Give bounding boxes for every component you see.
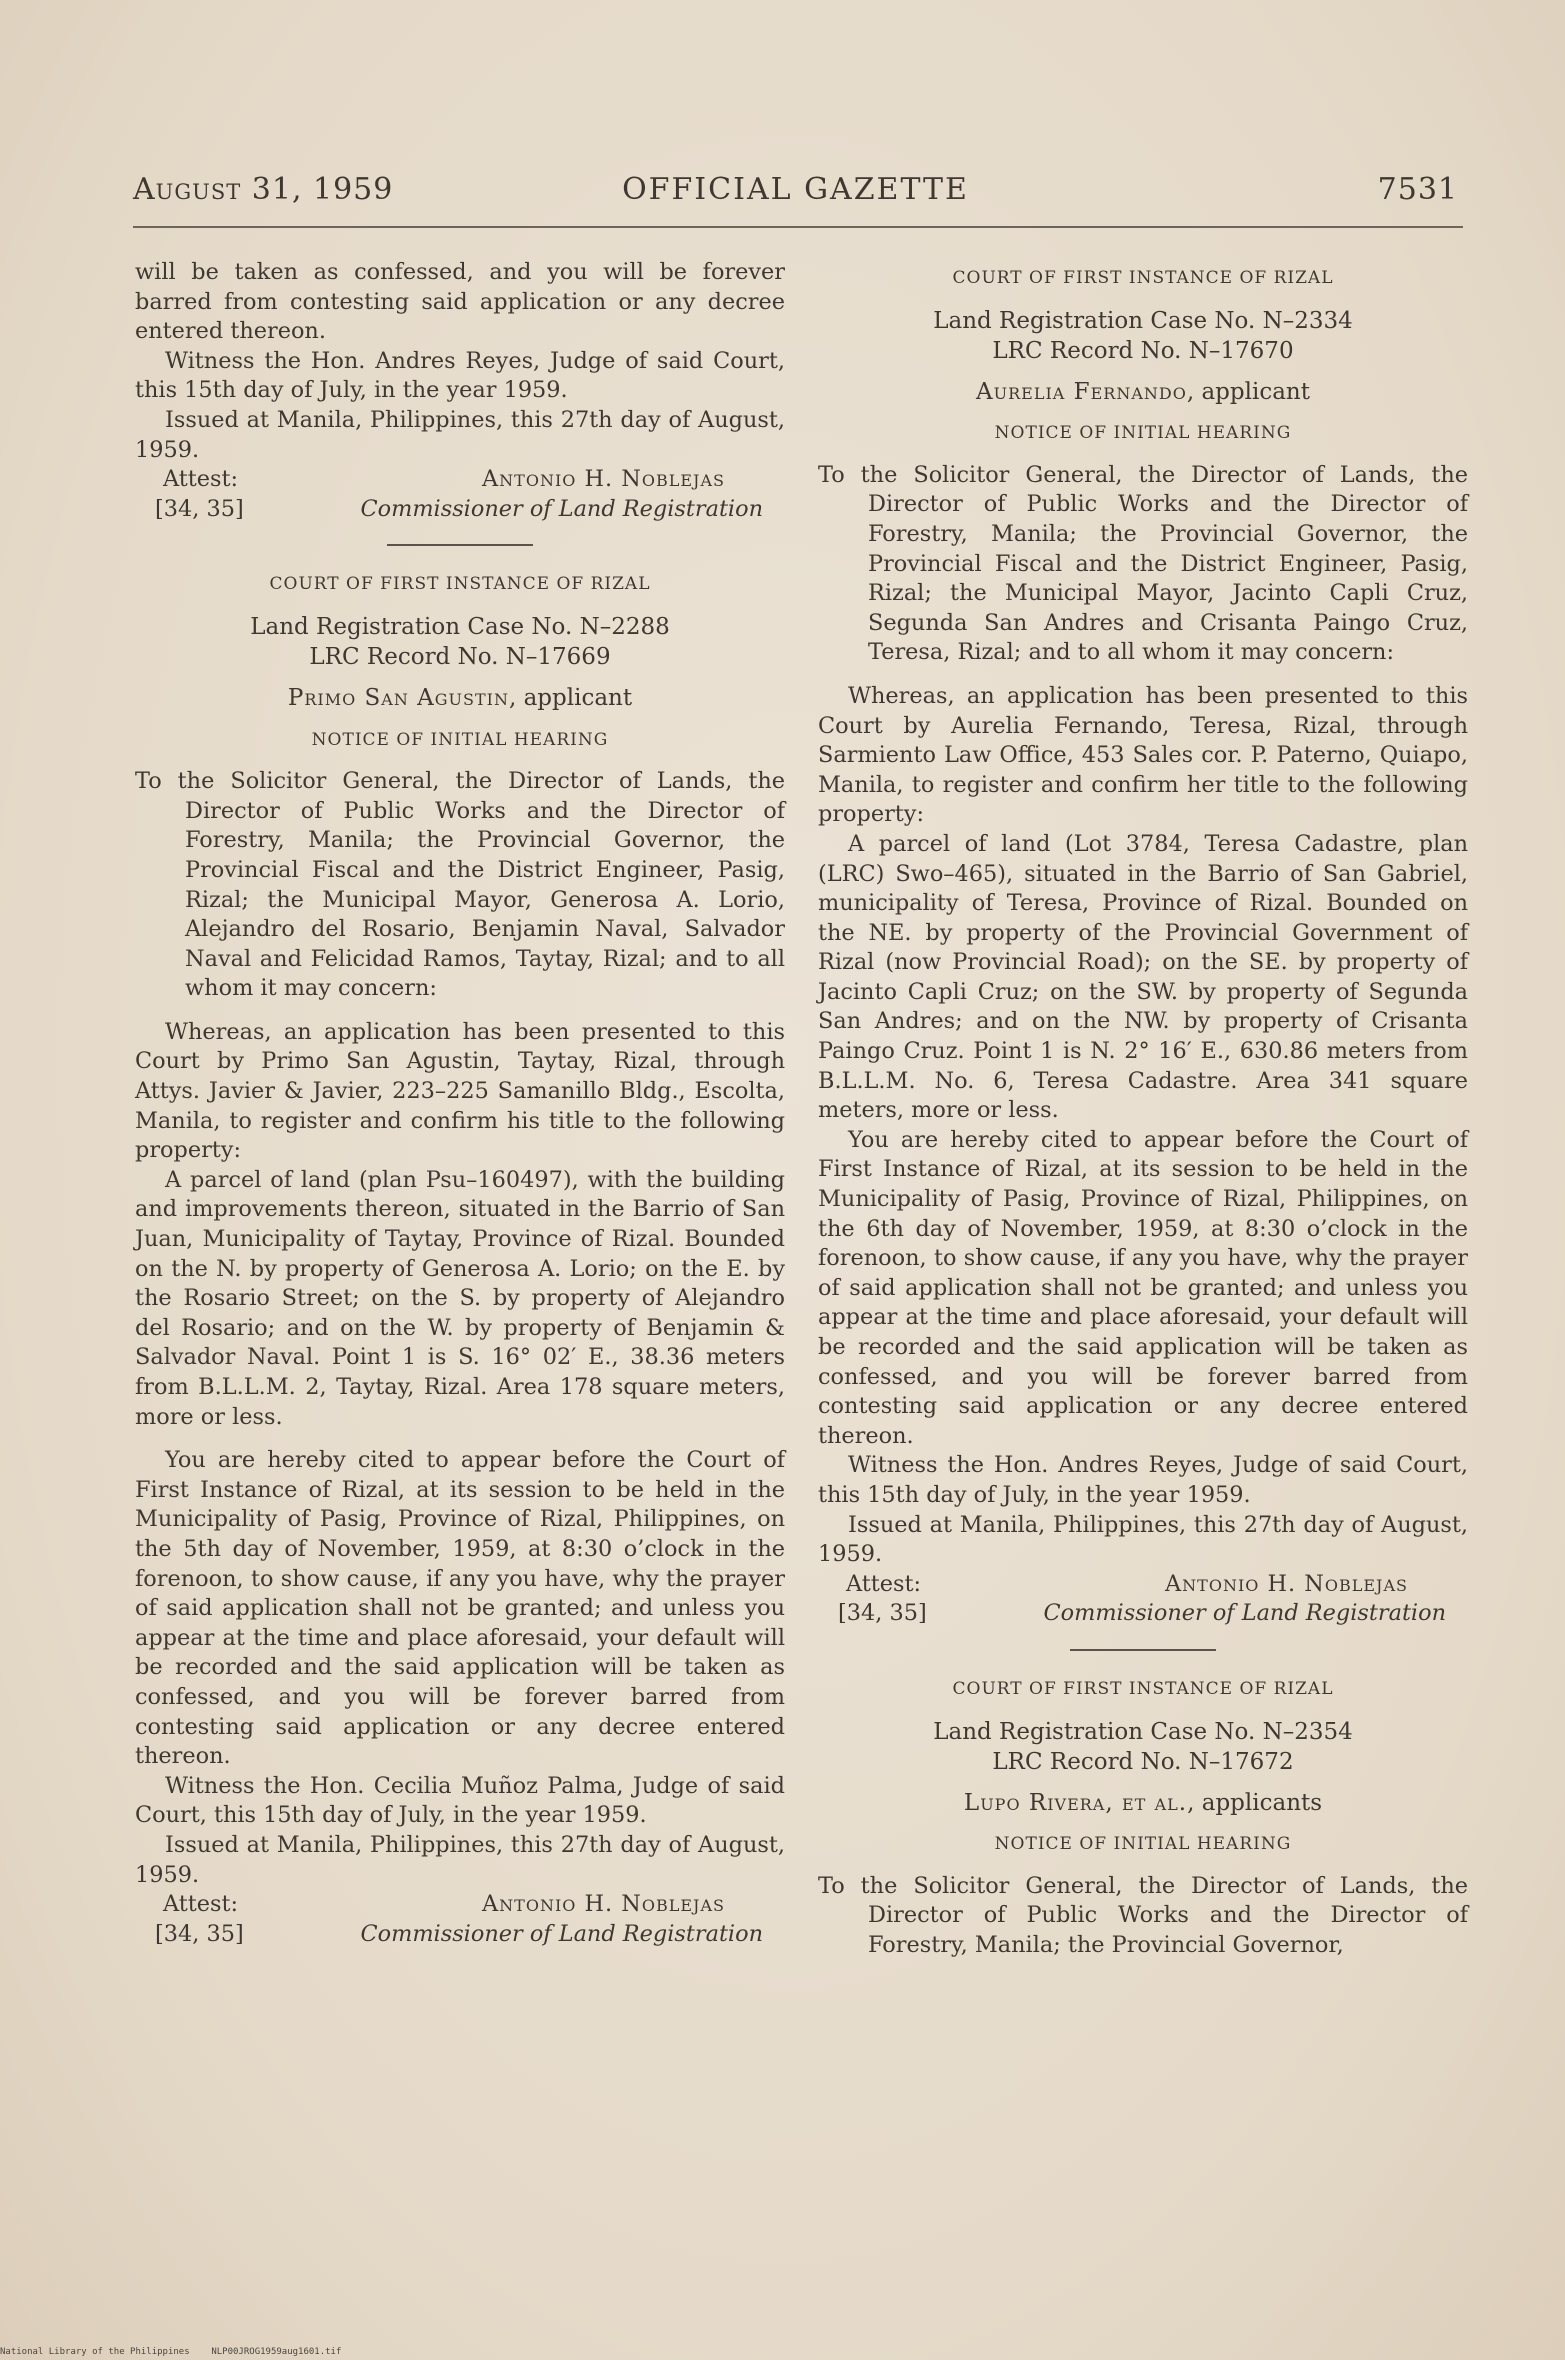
attest-title: Commissioner of Land Registration <box>360 1920 763 1947</box>
notice-n2354 <box>818 1675 1468 1961</box>
scan-footer <box>0 2347 341 2357</box>
attest-title-line <box>135 495 785 525</box>
applicant-suffix: , applicant <box>1186 378 1310 405</box>
applicant-name: Lupo Rivera, et al. <box>963 1789 1188 1816</box>
reference-number: [34, 35] <box>155 1920 244 1947</box>
court-heading: COURT OF FIRST INSTANCE OF RIZAL <box>952 268 1334 288</box>
court-heading: COURT OF FIRST INSTANCE OF RIZAL <box>269 574 651 595</box>
notice-n2288 <box>135 570 785 1949</box>
applicant-line <box>135 684 785 714</box>
footer-file: NLP00JROG1959aug1601.tif <box>211 2347 342 2357</box>
header-rule <box>133 226 1463 228</box>
cited-paragraph: You are hereby cited to appear before the Court of First Instance of Rizal, at its session to be held in the Municipality of Pasig, Province of Rizal, Philippines, on the 6th day of November, 1959, at 8:30 o’clock in the forenoon, to show cause, if any you have, why the prayer of said application shall not be granted; and unless you appear at the time and place aforesaid, your default will be recorded and the said application will be taken as confessed, and you will be forever barred from contesting said application or any decree entered thereon. <box>818 1126 1468 1449</box>
attest-title-line <box>818 1599 1468 1629</box>
notice-heading: NOTICE OF INITIAL HEARING <box>311 729 609 750</box>
address-paragraph: To the Solicitor General, the Director of Lands, the Director of Public Works and the Director of Forestry, Manila; the Provincial Governor, the Provincial Fiscal and the District Engineer, Pasig, Rizal; the Municipal Mayor, Jacinto Capli Cruz, Segunda San Andres and Crisanta Paingo Cruz, Teresa, Rizal; and to all whom it may concern: <box>818 461 1468 666</box>
attest-line <box>135 465 785 495</box>
publication-title: OFFICIAL GAZETTE <box>622 172 969 207</box>
reference-number: [34, 35] <box>155 495 244 522</box>
address-paragraph: To the Solicitor General, the Director of Lands, the Director of Public Works and the Director of Forestry, Manila; the Provincial Governor, <box>818 1872 1468 1958</box>
record-number: LRC Record No. N–17669 <box>309 643 611 670</box>
record-number: LRC Record No. N–17672 <box>992 1748 1294 1775</box>
notice-n2334 <box>818 264 1468 1651</box>
whereas-paragraph: Whereas, an application has been presented to this Court by Primo San Agustin, Taytay, Rizal, through Attys. Javier & Javier, 223–225 Samanillo Bldg., Escolta, Manila, to register and confirm his title to the following property: <box>135 1018 785 1164</box>
applicant-name: Primo San Agustin <box>287 684 509 711</box>
case-number: Land Registration Case No. N–2288 <box>250 613 670 640</box>
reference-number: [34, 35] <box>838 1600 927 1627</box>
notice-heading: NOTICE OF INITIAL HEARING <box>994 1834 1292 1855</box>
witness-paragraph: Witness the Hon. Andres Reyes, Judge of said Court, this 15th day of July, in the year 1959. <box>818 1452 1468 1508</box>
applicant-line <box>818 1789 1468 1819</box>
applicant-line <box>818 378 1468 408</box>
notice-heading: NOTICE OF INITIAL HEARING <box>994 423 1292 444</box>
case-number: Land Registration Case No. N–2354 <box>933 1718 1353 1745</box>
issued-paragraph: Issued at Manila, Philippines, this 27th day of August, 1959. <box>135 406 785 463</box>
attest-label: Attest: <box>163 466 239 493</box>
cited-paragraph: You are hereby cited to appear before the Court of First Instance of Rizal, at its session to be held in the Municipality of Pasig, Province of Rizal, Philippines, on the 5th day of November, 1959, at 8:30 o’clock in the forenoon, to show cause, if any you have, why the prayer of said application shall not be granted; and unless you appear at the time and place aforesaid, your default will be recorded and the said application will be taken as confessed, and you will be forever barred from contesting said application or any decree entered thereon. <box>135 1447 785 1770</box>
page-header <box>133 172 1458 216</box>
attest-name: Antonio H. Noblejas <box>482 1891 725 1918</box>
applicant-name: Aurelia Fernando <box>976 378 1187 405</box>
attest-title-line <box>135 1920 785 1950</box>
issued-paragraph: Issued at Manila, Philippines, this 27th day of August, 1959. <box>135 1831 785 1888</box>
attest-title: Commissioner of Land Registration <box>1043 1600 1446 1627</box>
record-number: LRC Record No. N–17670 <box>992 337 1294 364</box>
issue-date: August 31, 1959 <box>133 172 394 207</box>
attest-line <box>818 1570 1468 1600</box>
address-paragraph: To the Solicitor General, the Director of Lands, the Director of Public Works and the Director of Forestry, Manila; the Provincial Governor, the Provincial Fiscal and the District Engineer, Pasig, Rizal; the Municipal Mayor, Generosa A. Lorio, Alejandro del Rosario, Benjamin Naval, Salvador Naval and Felicidad Ramos, Taytay, Rizal; and to all whom it may concern: <box>135 768 785 1002</box>
parcel-paragraph: A parcel of land (Lot 3784, Teresa Cadastre, plan (LRC) Swo–465), situated in the Barrio of San Gabriel, municipality of Teresa, Province of Rizal. Bounded on the NE. by property of the Provincial Government of Rizal (now Provincial Road); on the SE. by property of Jacinto Capli Cruz; on the SW. by property of Segunda San Andres; and on the NW. by property of Crisanta Paingo Cruz. Point 1 is N. 2° 16′ E., 630.86 meters from B.L.L.M. No. 6, Teresa Cadastre. Area 341 square meters, more or less. <box>818 830 1468 1124</box>
attest-title: Commissioner of Land Registration <box>360 495 763 522</box>
whereas-paragraph: Whereas, an application has been presented to this Court by Aurelia Fernando, Teresa, Rizal, through Sarmiento Law Office, 453 Sales cor. P. Paterno, Quiapo, Manila, to register and confirm her title to the following property: <box>818 682 1468 828</box>
witness-paragraph: Witness the Hon. Andres Reyes, Judge of said Court, this 15th day of July, in the year 1959. <box>135 347 785 404</box>
footer-source: National Library of the Philippines <box>0 2347 190 2357</box>
case-number: Land Registration Case No. N–2334 <box>933 307 1353 334</box>
issued-paragraph: Issued at Manila, Philippines, this 27th day of August, 1959. <box>818 1511 1468 1568</box>
continued-text: will be taken as confessed, and you will be forever barred from contesting said application or any decree entered thereon. <box>135 259 785 345</box>
right-column <box>818 258 1468 1961</box>
applicant-suffix: , applicants <box>1187 1789 1323 1816</box>
attest-label: Attest: <box>163 1891 239 1918</box>
left-column <box>135 258 785 1949</box>
page-number: 7531 <box>1377 172 1458 207</box>
parcel-paragraph: A parcel of land (plan Psu–160497), with the building and improvements thereon, situated in the Barrio of San Juan, Municipality of Taytay, Province of Rizal. Bounded on the N. by property of Generosa A. Lorio; on the E. by the Rosario Street; on the S. by property of Alejandro del Rosario; and on the W. by property of Benjamin & Salvador Naval. Point 1 is S. 16° 02′ E., 38.36 meters from B.L.L.M. 2, Taytay, Rizal. Area 178 square meters, more or less. <box>135 1166 785 1430</box>
attest-line <box>135 1890 785 1920</box>
court-heading: COURT OF FIRST INSTANCE OF RIZAL <box>952 1678 1334 1699</box>
section-divider <box>1070 1649 1216 1651</box>
witness-paragraph: Witness the Hon. Cecilia Muñoz Palma, Judge of said Court, this 15th day of July, in the year 1959. <box>135 1772 785 1829</box>
applicant-suffix: , applicant <box>508 684 633 711</box>
attest-name: Antonio H. Noblejas <box>482 466 725 493</box>
attest-label: Attest: <box>846 1570 922 1597</box>
attest-name: Antonio H. Noblejas <box>1165 1570 1408 1597</box>
section-divider <box>387 544 533 546</box>
